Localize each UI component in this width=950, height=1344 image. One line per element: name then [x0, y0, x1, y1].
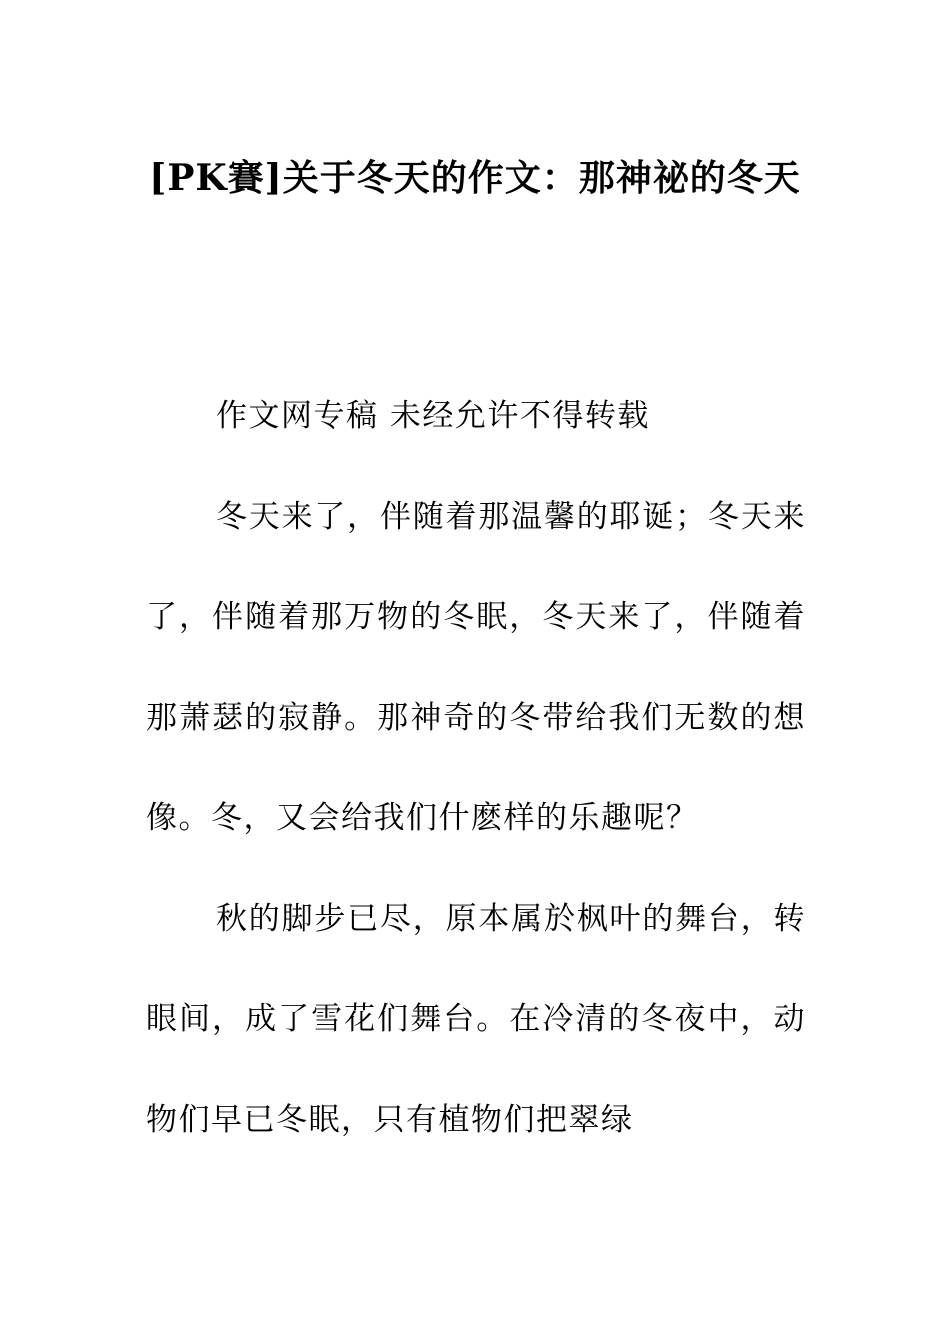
paragraph-intro: 冬天来了，伴随着那温馨的耶诞；冬天来了，伴随着那万物的冬眠，冬天来了，伴随着那萧瑟的寂静。那神奇的冬带给我们无数的想像。冬，又会给我们什麽样的乐趣呢？ [146, 498, 806, 836]
document-title: [PK賽]关于冬天的作文：那神祕的冬天 [149, 157, 801, 200]
document-body [146, 366, 806, 1170]
paragraph-autumn: 秋的脚步已尽，原本属於枫叶的舞台，转眼间，成了雪花们舞台。在冷清的冬夜中，动物们早已冬眠，只有植物们把翠绿 [146, 900, 806, 1138]
paragraph-copyright-notice: 作文网专稿 未经允许不得转载 [216, 398, 650, 434]
